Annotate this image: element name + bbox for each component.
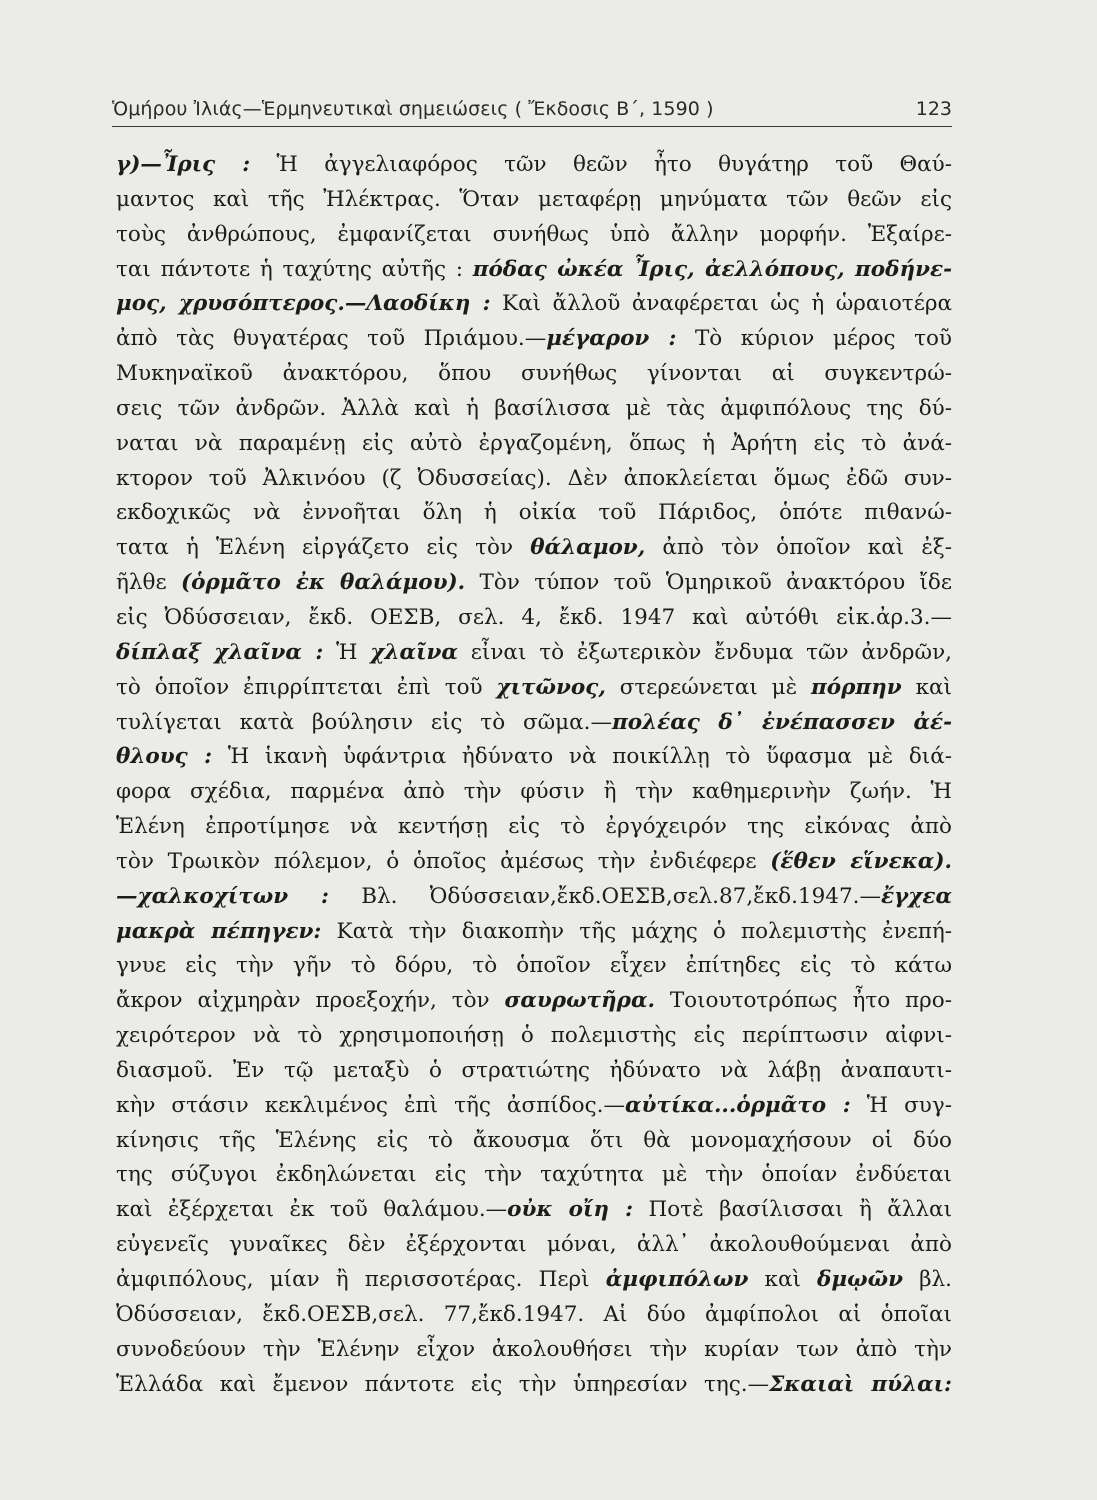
- text-run: σεις τῶν ἀνδρῶν. Ἀλλὰ καὶ ἡ βασίλισσα μὲ τὰς ἀμφιπόλους της δύ-: [116, 395, 952, 421]
- lemma-term: πολέας δ᾽ ἐνέπασσεν ἀέ-: [612, 709, 952, 735]
- text-line: [116, 183, 952, 218]
- text-run: γνυε εἰς τὴν γῆν τὸ δόρυ, τὸ ὁποῖον εἶχεν ἐπίτηδες εἰς τὸ κάτω: [116, 953, 952, 979]
- text-run: εἰς Ὀδύσσειαν, ἔκδ. ΟΕΣΒ, σελ. 4, ἔκδ. 1947 καὶ αὐτόθι εἰκ.ἀρ.3.—: [116, 604, 952, 630]
- lemma-term: μακρὰ πέπηγεν:: [116, 918, 322, 944]
- text-line: [116, 462, 952, 497]
- running-title: Ὁμήρου Ἰλιάς—Ἑρμηνευτικαὶ σημειώσεις ( Ἔκδοσις Β΄, 1590 ): [112, 98, 714, 120]
- lemma-term: μέγαρον :: [546, 326, 677, 352]
- text-run: Καὶ ἄλλοῦ ἀναφέρεται ὡς ἡ ὡραιοτέρα: [490, 291, 952, 317]
- text-run: ναται νὰ παραμένῃ εἰς αὐτὸ ἐργαζομένη, ὅπως ἡ Ἀρήτη εἰς τὸ ἀνά-: [116, 430, 952, 456]
- lemma-term: δμῳῶν: [817, 1267, 903, 1292]
- text-run: ῆλθε: [116, 570, 181, 596]
- text-line: [116, 1054, 952, 1089]
- text-line: [116, 775, 952, 810]
- text-run: Ἡ ἱκανὴ ὑφάντρια ἠδύνατο νὰ ποικίλλῃ τὸ ὕφασμα μὲ διά-: [212, 744, 952, 770]
- text-line: [116, 1333, 952, 1368]
- text-run: τὸ ὁποῖον ἐπιρρίπτεται ἐπὶ τοῦ: [116, 674, 497, 700]
- lemma-term: (ὁρμᾶτο ἐκ θαλάμου).: [180, 570, 466, 596]
- text-run: χειρότερον νὰ τὸ χρησιμοποιήσῃ ὁ πολεμιστὴς εἰς περίπτωσιν αἰφνι-: [116, 1023, 952, 1049]
- text-run: στερεώνεται μὲ: [605, 674, 812, 700]
- text-run: συνοδεύουν τὴν Ἑλένην εἶχον ἀκολουθήσει τὴν κυρίαν των ἀπὸ τὴν: [116, 1336, 952, 1362]
- lemma-term: πόδας ὠκέα Ἶρις, ἀελλόπους, ποδήνε-: [472, 256, 952, 282]
- text-run: Ἑλλάδα καὶ ἔμενον πάντοτε εἰς τὴν ὑπηρεσίαν της.—: [116, 1371, 770, 1397]
- text-line: [116, 915, 952, 950]
- text-line: [116, 949, 952, 984]
- text-line: [116, 566, 952, 601]
- lemma-term: αὐτίκα...ὁρμᾶτο :: [624, 1092, 851, 1118]
- text-run: κὴν στάσιν κεκλιμένος ἐπὶ τῆς ἀσπίδος.—: [116, 1092, 625, 1118]
- text-run: της σύζυγοι ἐκδηλώνεται εἰς τὴν ταχύτητα μὲ τὴν ὁποίαν ἐνδύεται: [116, 1162, 952, 1188]
- text-run: τατα ἡ Ἑλένη εἰργάζετο εἰς τὸν: [116, 535, 531, 561]
- text-run: καὶ: [901, 674, 952, 700]
- lemma-term: γ)—Ἶρις :: [116, 152, 251, 177]
- page-number: 123: [915, 98, 952, 120]
- lemma-term: χιτῶνος,: [496, 674, 606, 700]
- text-run: Κατὰ τὴν διακοπὴν τῆς μάχης ὁ πολεμιστὴς ἐνεπή-: [321, 918, 952, 944]
- text-line: [116, 322, 952, 357]
- text-line: [116, 1298, 952, 1333]
- text-run: Ἡ: [323, 639, 371, 665]
- text-line: [116, 1193, 952, 1228]
- text-run: ἄκρον αἰχμηρὰν προεξοχήν, τὸν: [116, 988, 505, 1014]
- text-run: Ποτὲ βασίλισσαι ἢ ἄλλαι: [633, 1197, 952, 1223]
- lemma-term: ἀμφιπόλων: [605, 1267, 749, 1292]
- text-line: [116, 810, 952, 845]
- text-run: κίνησις τῆς Ἑλένης εἰς τὸ ἄκουσμα ὅτι θὰ μονομαχήσουν οἱ δύο: [116, 1127, 952, 1153]
- text-line: [116, 1228, 952, 1263]
- text-run: τὸν Τρωικὸν πόλεμον, ὁ ὁποῖος ἀμέσως τὴν ἐνδιέφερε: [116, 848, 771, 874]
- text-line: [116, 1089, 952, 1124]
- text-run: Βλ. Ὀδύσσειαν,ἔκδ.ΟΕΣΒ,σελ.87,ἔκδ.1947.—: [328, 883, 881, 909]
- lemma-term: χλαῖνα: [370, 639, 458, 665]
- text-line: [116, 1124, 952, 1159]
- lemma-term: θλους :: [116, 744, 213, 770]
- header-rule: [112, 126, 952, 127]
- text-line: [116, 427, 952, 462]
- text-run: εὐγενεῖς γυναῖκες δὲν ἐξέρχονται μόναι, ἀλλ᾽ ἀκολουθούμεναι ἀπὸ: [116, 1232, 952, 1258]
- text-line: [116, 740, 952, 775]
- text-line: [116, 636, 952, 671]
- text-line: [116, 148, 952, 183]
- text-run: τοὺς ἀνθρώπους, ἐμφανίζεται συνήθως ὑπὸ ἄλλην μορφήν. Ἐξαίρε-: [116, 221, 952, 247]
- text-line: [116, 671, 952, 706]
- text-line: [116, 706, 952, 741]
- text-run: κτορον τοῦ Ἀλκινόου (ζ Ὀδυσσείας). Δὲν ἀποκλείεται ὅμως ἐδῶ συν-: [116, 465, 952, 491]
- text-line: [116, 1263, 952, 1298]
- text-run: Τὸν τύπον τοῦ Ὁμηρικοῦ ἀνακτόρου ἴδε: [465, 570, 952, 596]
- text-run: βλ.: [902, 1267, 952, 1292]
- text-run: ται πάντοτε ἡ ταχύτης αὐτῆς :: [116, 256, 473, 282]
- text-run: φορα σχέδια, παρμένα ἀπὸ τὴν φύσιν ἢ τὴν καθημερινὴν ζωήν. Ἡ: [116, 779, 952, 805]
- text-run: ἀπὸ τὰς θυγατέρας τοῦ Πριάμου.—: [116, 326, 547, 352]
- lemma-term: θάλαμον,: [530, 535, 646, 561]
- text-line: [116, 845, 952, 880]
- text-run: Ἡ συγ-: [850, 1092, 952, 1118]
- text-run: εἶναι τὸ ἐξωτερικὸν ἔνδυμα τῶν ἀνδρῶν,: [457, 639, 952, 665]
- text-line: [116, 1368, 952, 1403]
- text-line: [116, 287, 952, 322]
- text-line: [116, 1158, 952, 1193]
- text-run: Μυκηναϊκοῦ ἀνακτόρου, ὅπου συνήθως γίνονται αἱ συγκεντρώ-: [116, 361, 952, 387]
- text-run: τυλίγεται κατὰ βούλησιν εἰς τὸ σῶμα.—: [116, 709, 613, 735]
- lemma-term: οὐκ οἴη :: [507, 1197, 634, 1223]
- text-line: [116, 1019, 952, 1054]
- text-line: [116, 253, 952, 288]
- lemma-term: (ἕθεν εἵνεκα).: [770, 848, 952, 874]
- text-line: [116, 880, 952, 915]
- text-line: [116, 984, 952, 1019]
- text-run: Τοιουτοτρόπως ἦτο προ-: [654, 988, 952, 1014]
- lemma-term: Σκαιαὶ πύλαι:: [769, 1371, 952, 1397]
- lemma-term: πόρπην: [811, 674, 902, 700]
- text-line: [116, 357, 952, 392]
- commentary-text: [116, 148, 952, 1402]
- text-line: [116, 392, 952, 427]
- text-line: [116, 218, 952, 253]
- text-run: ἀπὸ τὸν ὁποῖον καὶ ἐξ-: [645, 535, 952, 561]
- lemma-term: δίπλαξ χλαῖνα :: [116, 639, 324, 665]
- text-run: Ὀδύσσειαν, ἔκδ.ΟΕΣΒ,σελ. 77,ἔκδ.1947. Αἱ δύο ἀμφίπολοι αἱ ὁποῖαι: [116, 1301, 952, 1327]
- text-run: καὶ: [748, 1267, 818, 1292]
- running-header: [112, 98, 952, 124]
- text-run: Ἡ ἀγγελιαφόρος τῶν θεῶν ἦτο θυγάτηρ τοῦ Θαύ-: [250, 152, 952, 177]
- lemma-term: σαυρωτῆρα.: [504, 988, 655, 1014]
- lemma-term: μος, χρυσόπτερος.—Λαοδίκη :: [116, 291, 491, 317]
- lemma-term: ἔγχεα: [880, 883, 952, 909]
- text-line: [116, 496, 952, 531]
- text-run: ἀμφιπόλους, μίαν ἢ περισσοτέρας. Περὶ: [116, 1267, 606, 1292]
- text-run: Ἑλένη ἐπροτίμησε νὰ κεντήσῃ εἰς τὸ ἐργόχειρόν της εἰκόνας ἀπὸ: [116, 814, 952, 840]
- text-run: εκδοχικῶς νὰ ἐννοῆται ὅλη ἡ οἰκία τοῦ Πάριδος, ὁπότε πιθανώ-: [116, 500, 952, 526]
- text-line: [116, 531, 952, 566]
- text-line: [116, 601, 952, 636]
- text-run: καὶ ἐξέρχεται ἐκ τοῦ θαλάμου.—: [116, 1197, 508, 1223]
- text-run: διασμοῦ. Ἐν τῷ μεταξὺ ὁ στρατιώτης ἠδύνατο νὰ λάβῃ ἀναπαυτι-: [116, 1057, 952, 1083]
- text-run: Τὸ κύριον μέρος τοῦ: [676, 326, 952, 352]
- lemma-term: —χαλκοχίτων :: [116, 883, 329, 909]
- text-run: μαντος καὶ τῆς Ἠλέκτρας. Ὅταν μεταφέρῃ μηνύματα τῶν θεῶν εἰς: [116, 186, 952, 212]
